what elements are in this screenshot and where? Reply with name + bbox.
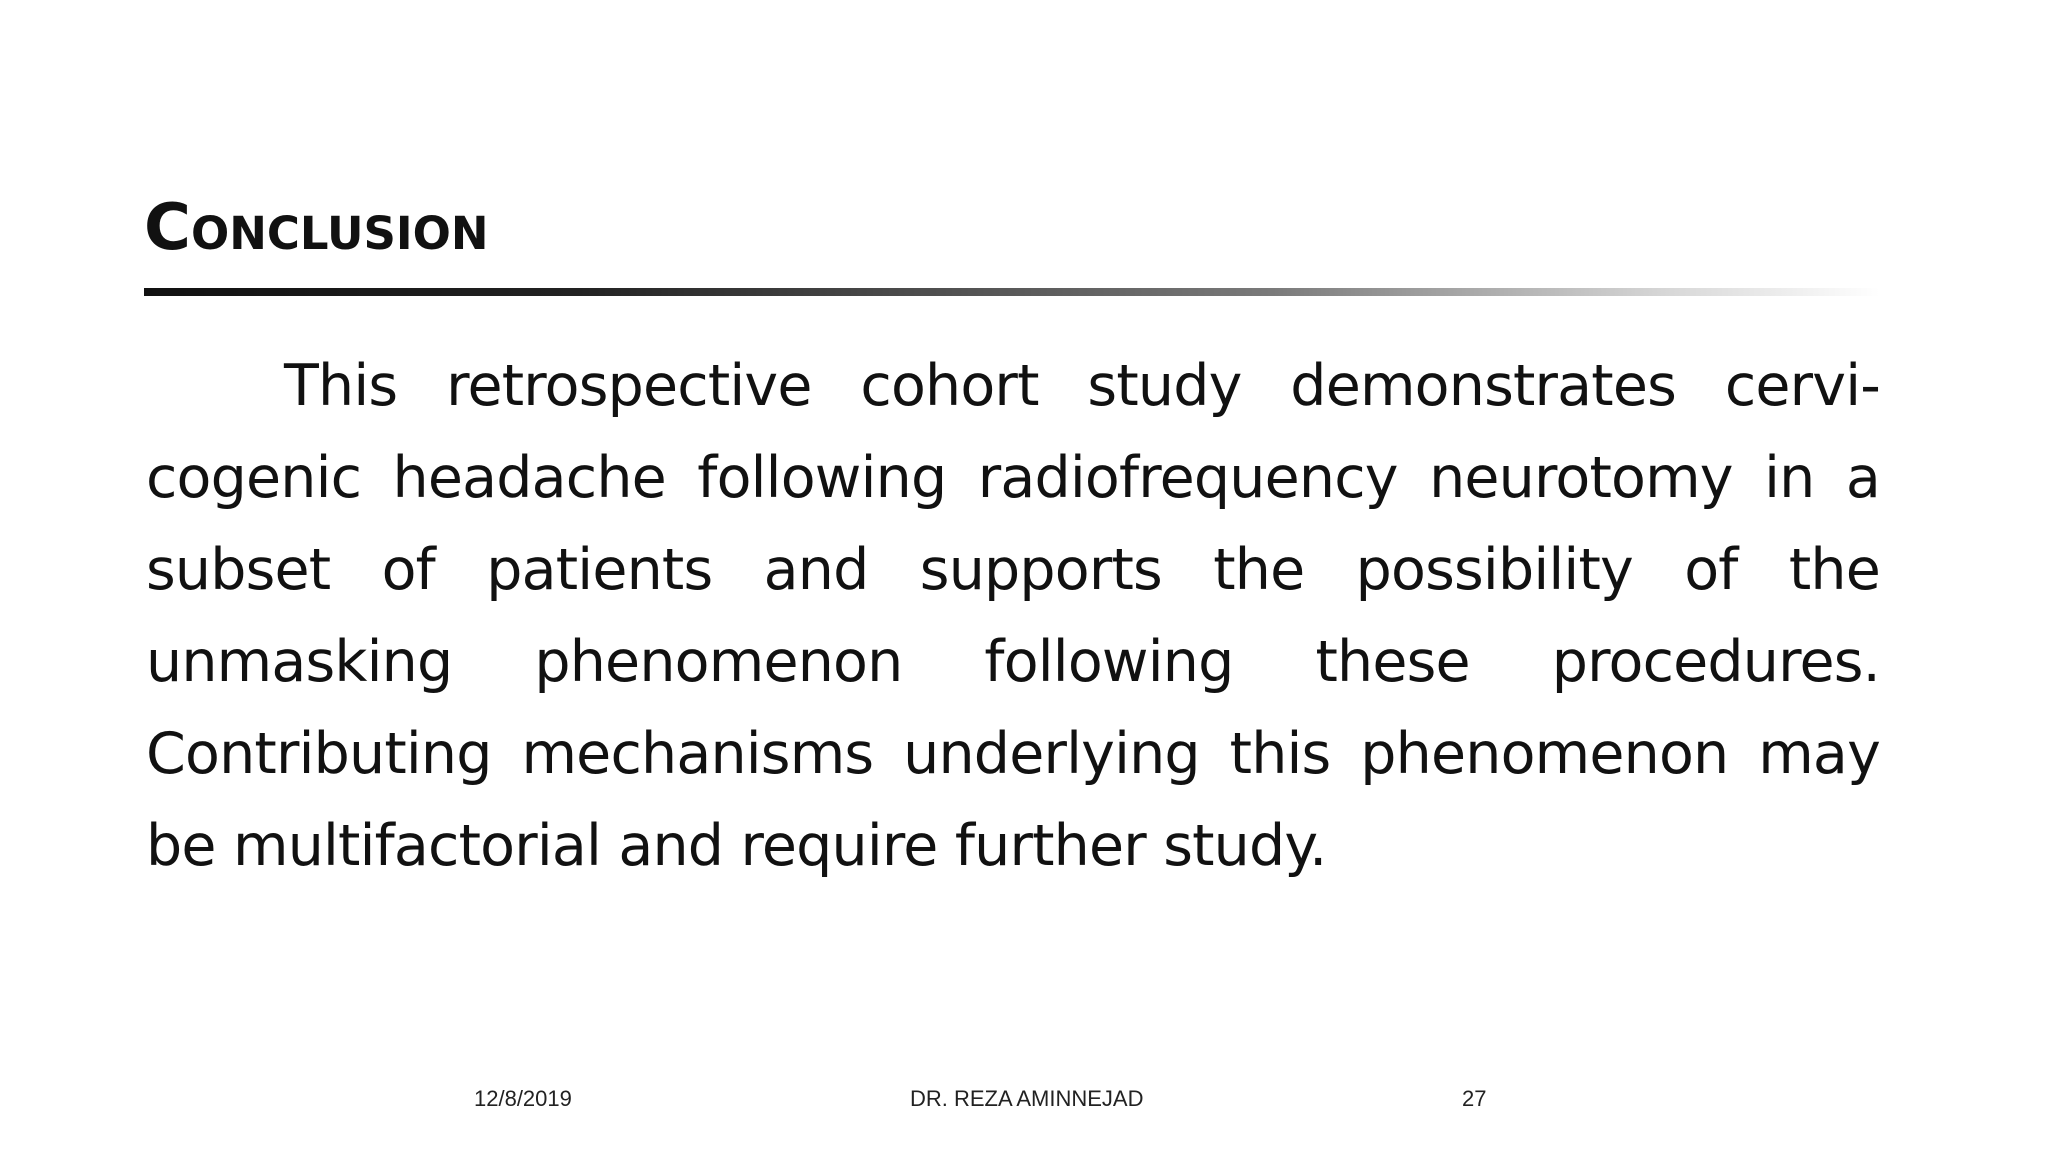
slide-title: Conclusion [144, 191, 489, 265]
conclusion-paragraph: This retrospective cohort study demonstrates cervi-cogenic headache following radiofrequency neurotomy in a subset of patients and supports the possibility of the unmasking phenomenon following these procedures. Contributing mechanisms underlying this phenomenon may be multifactorial and require further study. [146, 353, 1880, 879]
title-divider [144, 288, 1880, 296]
footer-date: 12/8/2019 [474, 1086, 572, 1111]
footer-page-number: 27 [1462, 1086, 1487, 1111]
footer-author: DR. REZA AMINNEJAD [910, 1086, 1144, 1111]
